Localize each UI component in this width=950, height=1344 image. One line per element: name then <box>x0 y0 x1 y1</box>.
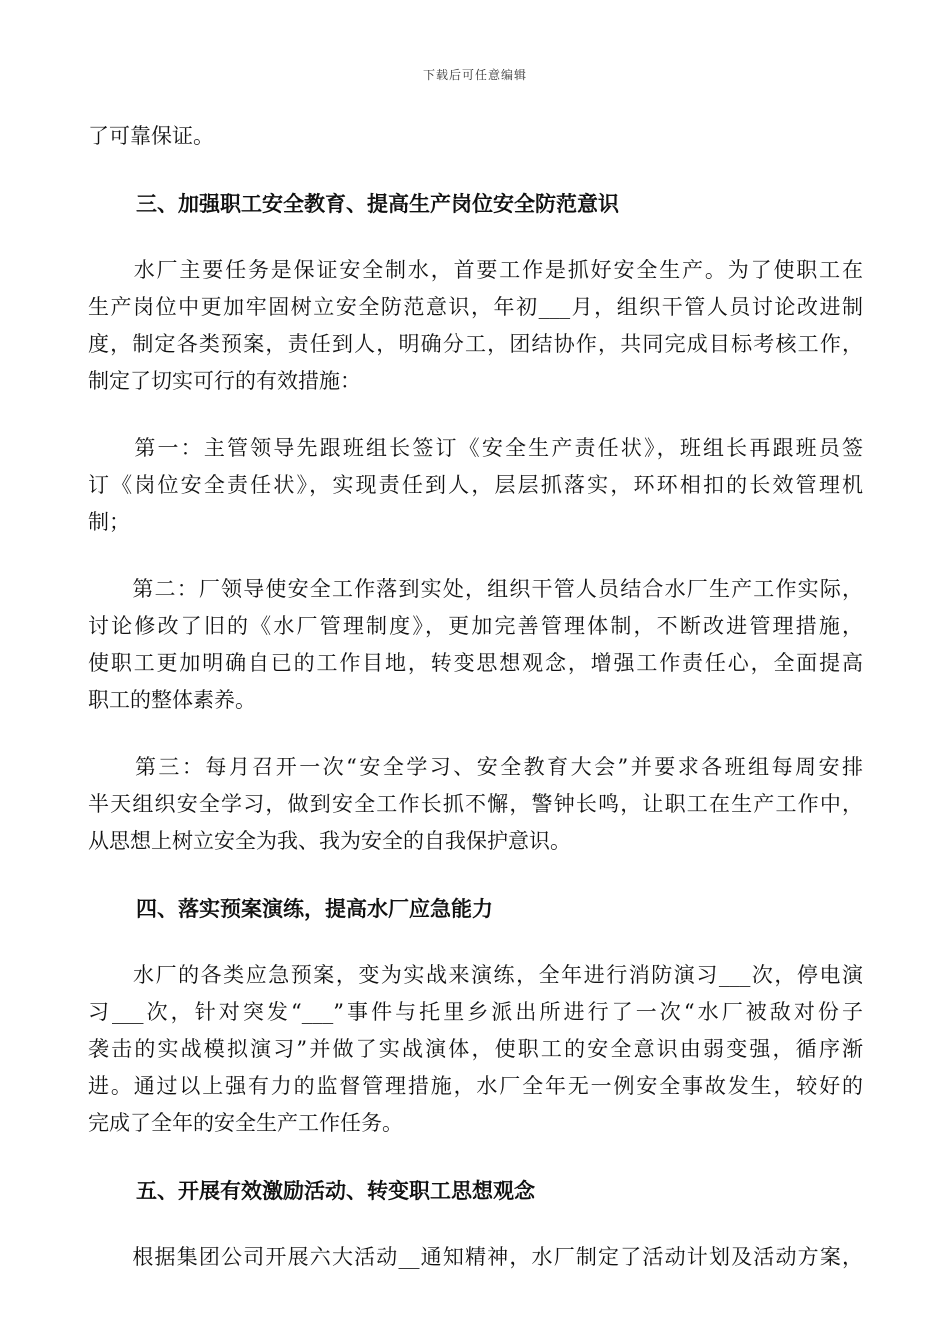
paragraph <box>88 571 863 719</box>
paragraph <box>88 252 863 400</box>
paragraph-line: 职工的整体素养。 <box>88 688 256 712</box>
paragraph-line: 水厂主要任务是保证安全制水，首要工作是抓好安全生产。为了使职工在 <box>88 258 863 282</box>
paragraph-spacer <box>88 927 863 957</box>
paragraph-line: 第一：主管领导先跟班组长签订《安全生产责任状》，班组长再跟班员签 <box>88 436 863 460</box>
paragraph-line: 生产岗位中更加牢固树立安全防范意识，年初___月，组织干管人员讨论改进制 <box>88 295 863 319</box>
document-body <box>88 118 863 1276</box>
paragraph-spacer <box>88 1142 863 1172</box>
paragraph-line: 第三：每月召开一次“安全学习、安全教育大会”并要求各班组每周安排 <box>88 755 863 779</box>
page-header: 下载后可任意编辑 <box>422 68 527 82</box>
paragraph <box>88 749 863 860</box>
paragraph-line: 制； <box>88 510 130 534</box>
paragraph-line: 袭击的实战模拟演习”并做了实战演体，使职工的安全意识由弱变强，循序渐 <box>88 1037 863 1061</box>
paragraph <box>88 957 863 1142</box>
paragraph-line: 使职工更加明确自已的工作目地，转变思想观念，增强工作责任心，全面提高 <box>88 651 863 675</box>
paragraph-line: 完成了全年的安全生产工作任务。 <box>88 1111 403 1135</box>
section-heading: 四、落实预案演练，提高水厂应急能力 <box>136 896 493 921</box>
paragraph-line: 制定了切实可行的有效措施： <box>88 369 361 393</box>
paragraph-spacer <box>88 541 863 571</box>
paragraph-line: 水厂的各类应急预案，变为实战来演练，全年进行消防演习___次，停电演 <box>88 963 863 987</box>
paragraph <box>88 430 863 541</box>
paragraph-line: 订《岗位安全责任状》，实现责任到人，层层抓落实，环环相扣的长效管理机 <box>88 473 863 497</box>
paragraph-line: 讨论修改了旧的《水厂管理制度》，更加完善管理体制，不断改进管理措施， <box>88 614 863 638</box>
paragraph-spacer <box>88 222 863 252</box>
section-heading: 三、加强职工安全教育、提高生产岗位安全防范意识 <box>136 191 619 216</box>
paragraph-spacer <box>88 155 863 185</box>
paragraph-spacer <box>88 1209 863 1239</box>
paragraph-line: 第二：厂领导使安全工作落到实处，组织干管人员结合水厂生产工作实际， <box>88 577 863 601</box>
paragraph-line: 度，制定各类预案，责任到人，明确分工，团结协作，共同完成目标考核工作， <box>88 332 863 356</box>
paragraph-spacer <box>88 719 863 749</box>
paragraph <box>88 1239 863 1276</box>
paragraph <box>88 118 863 155</box>
paragraph-spacer <box>88 860 863 890</box>
paragraph-line: 根据集团公司开展六大活动__通知精神，水厂制定了活动计划及活动方案， <box>88 1245 863 1269</box>
section-heading: 五、开展有效激励活动、转变职工思想观念 <box>136 1178 535 1203</box>
paragraph-line: 习___次，针对突发“___”事件与托里乡派出所进行了一次“水厂被敌对份子 <box>88 1000 863 1024</box>
paragraph-line: 半天组织安全学习，做到安全工作长抓不懈，警钟长鸣，让职工在生产工作中， <box>88 792 863 816</box>
paragraph-line: 从思想上树立安全为我、我为安全的自我保护意识。 <box>88 829 571 853</box>
paragraph-spacer <box>88 400 863 430</box>
paragraph-line: 进。通过以上强有力的监督管理措施，水厂全年无一例安全事故发生，较好的 <box>88 1074 863 1098</box>
paragraph-line: 了可靠保证。 <box>88 124 214 148</box>
